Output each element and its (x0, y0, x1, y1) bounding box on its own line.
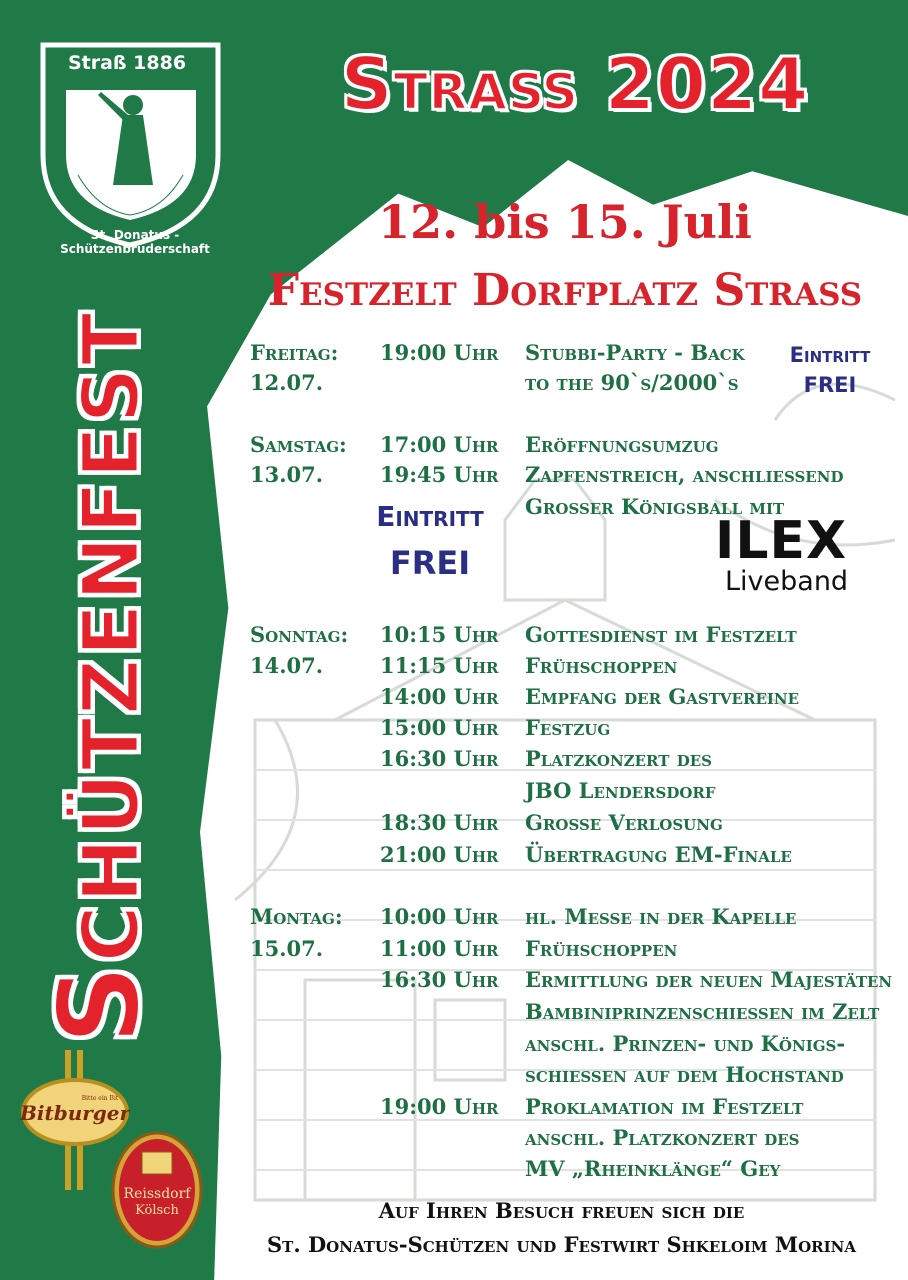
monday-day: Montag: (250, 904, 343, 929)
monday-event-8: anschl. Platzkonzert des (525, 1125, 800, 1150)
friday-event-2: to the 90`s/2000`s (525, 370, 739, 395)
crest-top-text: Straß 1886 (67, 52, 187, 74)
saturday-date: 13.07. (250, 462, 324, 487)
bitburger-name: Bitburger (20, 1101, 130, 1125)
monday-time-1: 10:00 Uhr (380, 904, 499, 929)
side-title-schuetzenfest: Schützenfest (35, 310, 165, 1045)
sunday-event-7: Große Verlosung (525, 810, 723, 835)
sunday-day: Sonntag: (250, 622, 349, 647)
monday-event-7: Proklamation im Festzelt (525, 1094, 804, 1119)
band-subtitle: Liveband (725, 566, 849, 597)
footer-line-2: St. Donatus-Schützen und Festwirt Shkeloim Morina (267, 1232, 856, 1257)
crest-ring-text: St. Donatus - Schützenbruderschaft (60, 228, 210, 256)
reissdorf-koelsch: Kölsch (135, 1203, 179, 1218)
free-label-line2: FREI (803, 373, 857, 397)
saturday-free-entry (350, 494, 510, 586)
friday-time-1: 19:00 Uhr (380, 340, 499, 365)
sunday-event-1: Gottesdienst im Festzelt (525, 622, 797, 647)
sunday-event-2: Frühschoppen (525, 653, 678, 678)
sunday-date: 14.07. (250, 653, 324, 678)
monday-event-6: schießen auf dem Hochstand (525, 1062, 844, 1087)
saturday-day: Samstag: (250, 432, 347, 457)
sunday-time-2: 11:15 Uhr (380, 653, 499, 678)
sunday-event-5: Platzkonzert des (525, 746, 713, 771)
festival-dates: 12. bis 15. Juli (378, 195, 752, 249)
sunday-time-5: 16:30 Uhr (380, 746, 499, 771)
bitburger-tagline: Bitte ein Bit (81, 1095, 119, 1102)
footer-line-1: Auf Ihren Besuch freuen sich die (378, 1198, 745, 1223)
sunday-time-7: 21:00 Uhr (380, 842, 499, 867)
band-name: ILEX (715, 511, 848, 571)
monday-event-9: MV „Rheinklänge“ Gey (525, 1156, 781, 1181)
monday-event-5: anschl. Prinzen- und Königs- (525, 1031, 846, 1056)
saturday-event-2: Zapfenstreich, anschließend (525, 462, 844, 487)
sunday-time-4: 15:00 Uhr (380, 715, 499, 740)
free-label-line1: Eintritt (376, 500, 484, 533)
saturday-time-1: 17:00 Uhr (380, 432, 499, 457)
monday-time-2: 11:00 Uhr (380, 936, 499, 961)
friday-date: 12.07. (250, 370, 324, 395)
free-label-line2: FREI (389, 544, 471, 582)
monday-event-4: Bambiniprinzenschießen im Zelt (525, 999, 880, 1024)
sunday-event-8: Übertragung EM-Finale (525, 842, 792, 867)
poster-title: Straß 2024 (340, 42, 810, 126)
monday-date: 15.07. (250, 936, 324, 961)
saturday-time-2: 19:45 Uhr (380, 462, 499, 487)
free-label-line1: Eintritt (789, 343, 871, 367)
monday-event-3: Ermittlung der neuen Majestäten (525, 967, 893, 992)
sunday-time-6: 18:30 Uhr (380, 810, 499, 835)
reissdorf-name: Reissdorf (123, 1186, 191, 1202)
sunday-event-3: Empfang der Gastvereine (525, 684, 800, 709)
friday-event-1: Stubbi-Party - Back (525, 340, 745, 365)
sunday-time-3: 14:00 Uhr (380, 684, 499, 709)
sunday-time-1: 10:15 Uhr (380, 622, 499, 647)
friday-free-entry (770, 340, 890, 400)
friday-day: Freitag: (250, 340, 339, 365)
monday-event-2: Frühschoppen (525, 936, 678, 961)
monday-time-4: 19:00 Uhr (380, 1094, 499, 1119)
festival-venue: Festzelt Dorfplatz Straß (267, 265, 863, 316)
saturday-event-3: Großer Königsball mit (525, 494, 785, 519)
sunday-event-4: Festzug (525, 715, 611, 740)
sunday-event-6: JBO Lendersdorf (525, 778, 716, 803)
monday-time-3: 16:30 Uhr (380, 967, 499, 992)
reissdorf-koelsch-logo (110, 1130, 205, 1250)
monday-event-1: hl. Messe in der Kapelle (525, 904, 797, 929)
ilex-liveband-logo (715, 511, 875, 597)
saturday-event-1: Eröffnungsumzug (525, 432, 719, 457)
